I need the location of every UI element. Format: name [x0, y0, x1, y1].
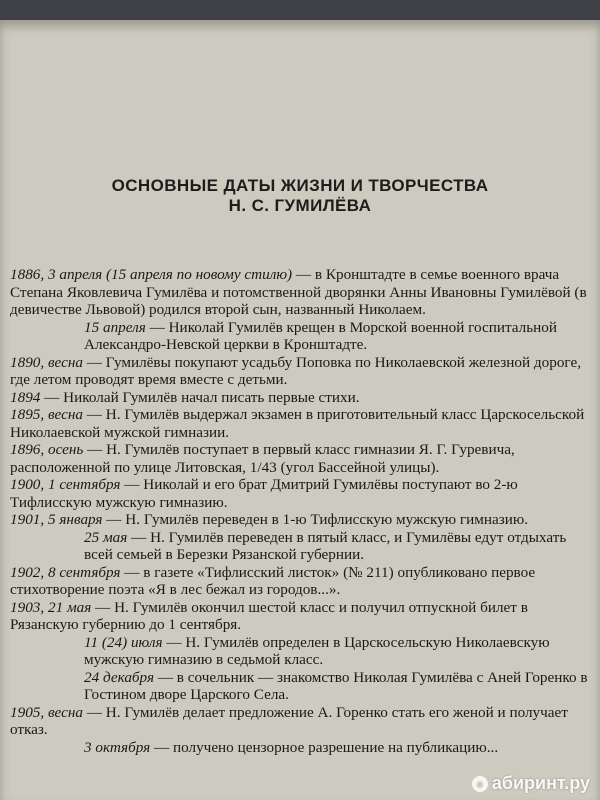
- chronology-entry: [10, 441, 588, 476]
- chronology-entry: [10, 389, 588, 407]
- labirint-watermark: [472, 773, 590, 794]
- chronology-entry: [10, 599, 588, 634]
- entry-text: — в Кронштадте в семье военного врача Степана Яковлевича Гумилёва и потомственной дворянки Анны Ивановны Гумилёвой (в девичестве Львовой) родился второй сын, названный Николаем.: [10, 266, 587, 318]
- chronology-entry: [10, 704, 588, 739]
- chronology-entry: [10, 266, 588, 319]
- entry-text: — Николай Гумилёв начал писать первые стихи.: [40, 388, 360, 406]
- entry-text: — Н. Гумилёв переведен в пятый класс, и Гумилёвы едут отдыхать всей семьей в Березки Рязанской губернии.: [84, 528, 567, 563]
- entry-date: 11 (24) июля: [84, 633, 163, 651]
- chronology-entry: [10, 354, 588, 389]
- entry-text: — Н. Гумилёв переведен в 1-ю Тифлисскую мужскую гимназию.: [102, 511, 528, 528]
- chronology-title-line2: Н. С. ГУМИЛЁВА: [228, 196, 372, 215]
- entry-date: 1896, осень: [10, 441, 84, 458]
- entry-date: 24 декабря: [84, 668, 155, 686]
- entry-text: — Н. Гумилёв поступает в первый класс гимназии Я. Г. Гуревича, расположенной по улице Литовская, 1/43 (угол Бассейной улицы).: [10, 441, 515, 476]
- entry-date: 1895, весна: [10, 406, 83, 423]
- chronology-entry: [10, 319, 588, 354]
- chronology-entry: [10, 511, 588, 529]
- chronology-entry: [10, 476, 588, 511]
- entry-date: 1890, весна: [10, 353, 83, 371]
- entry-text: — Н. Гумилёв определен в Царскосельскую Николаевскую мужскую гимназию в седьмой класс.: [84, 633, 550, 668]
- entry-date: 25 мая: [84, 528, 128, 546]
- entry-date: 3 октября: [84, 738, 151, 756]
- entry-text: — Гумилёвы покупают усадьбу Поповка по Николаевской железной дороге, где летом проводят время вместе с детьми.: [10, 353, 581, 388]
- entry-text: — Н. Гумилёв делает предложение А. Горенко стать его женой и получает отказ.: [10, 703, 568, 738]
- chronology-entry: [10, 634, 588, 669]
- chronology-entry: [10, 406, 588, 441]
- entry-text: — в газете «Тифлисский листок» (№ 211) опубликовано первое стихотворение поэта «Я в лес бежал из городов...».: [10, 563, 536, 598]
- watermark-text: абиринт.ру: [491, 773, 590, 793]
- chronology-entry: [10, 739, 588, 757]
- entry-text: — Н. Гумилёв выдержал экзамен в приготовительный класс Царскосельской Николаевской мужской гимназии.: [10, 406, 585, 441]
- entry-text: — Н. Гумилёв окончил шестой класс и получил отпускной билет в Рязанскую губернию до 1 сентября.: [10, 598, 528, 633]
- entry-text: — Николай Гумилёв крещен в Морской военной госпитальной Александро-Невской церкви в Кронштадте.: [84, 318, 558, 353]
- entry-date: 1886, 3 апреля (15 апреля по новому стилю): [10, 266, 293, 283]
- chronology-entry: [10, 564, 588, 599]
- entry-date: 1901, 5 января: [10, 511, 103, 528]
- chronology-entry: [10, 529, 588, 564]
- chronology-list: [10, 266, 588, 756]
- entry-date: 1902, 8 сентября: [10, 563, 121, 581]
- entry-text: — получено цензорное разрешение на публикацию...: [150, 738, 499, 756]
- entry-text: — Николай и его брат Дмитрий Гумилёвы поступают во 2-ю Тифлисскую мужскую гимназию.: [10, 476, 518, 511]
- entry-date: 1894: [10, 388, 41, 406]
- entry-date: 1900, 1 сентября: [10, 476, 121, 493]
- book-page: [0, 20, 600, 800]
- entry-date: 1903, 21 мая: [10, 598, 92, 616]
- entry-text: — в сочельник — знакомство Николая Гумилёва с Аней Горенко в Гостином дворе Царского Села.: [84, 668, 588, 703]
- chronology-entry: [10, 669, 588, 704]
- entry-date: 15 апреля: [84, 318, 146, 336]
- entry-date: 1905, весна: [10, 703, 83, 721]
- labirint-logo-icon: ●: [472, 776, 488, 792]
- chronology-title-line1: ОСНОВНЫЕ ДАТЫ ЖИЗНИ И ТВОРЧЕСТВА: [111, 176, 489, 195]
